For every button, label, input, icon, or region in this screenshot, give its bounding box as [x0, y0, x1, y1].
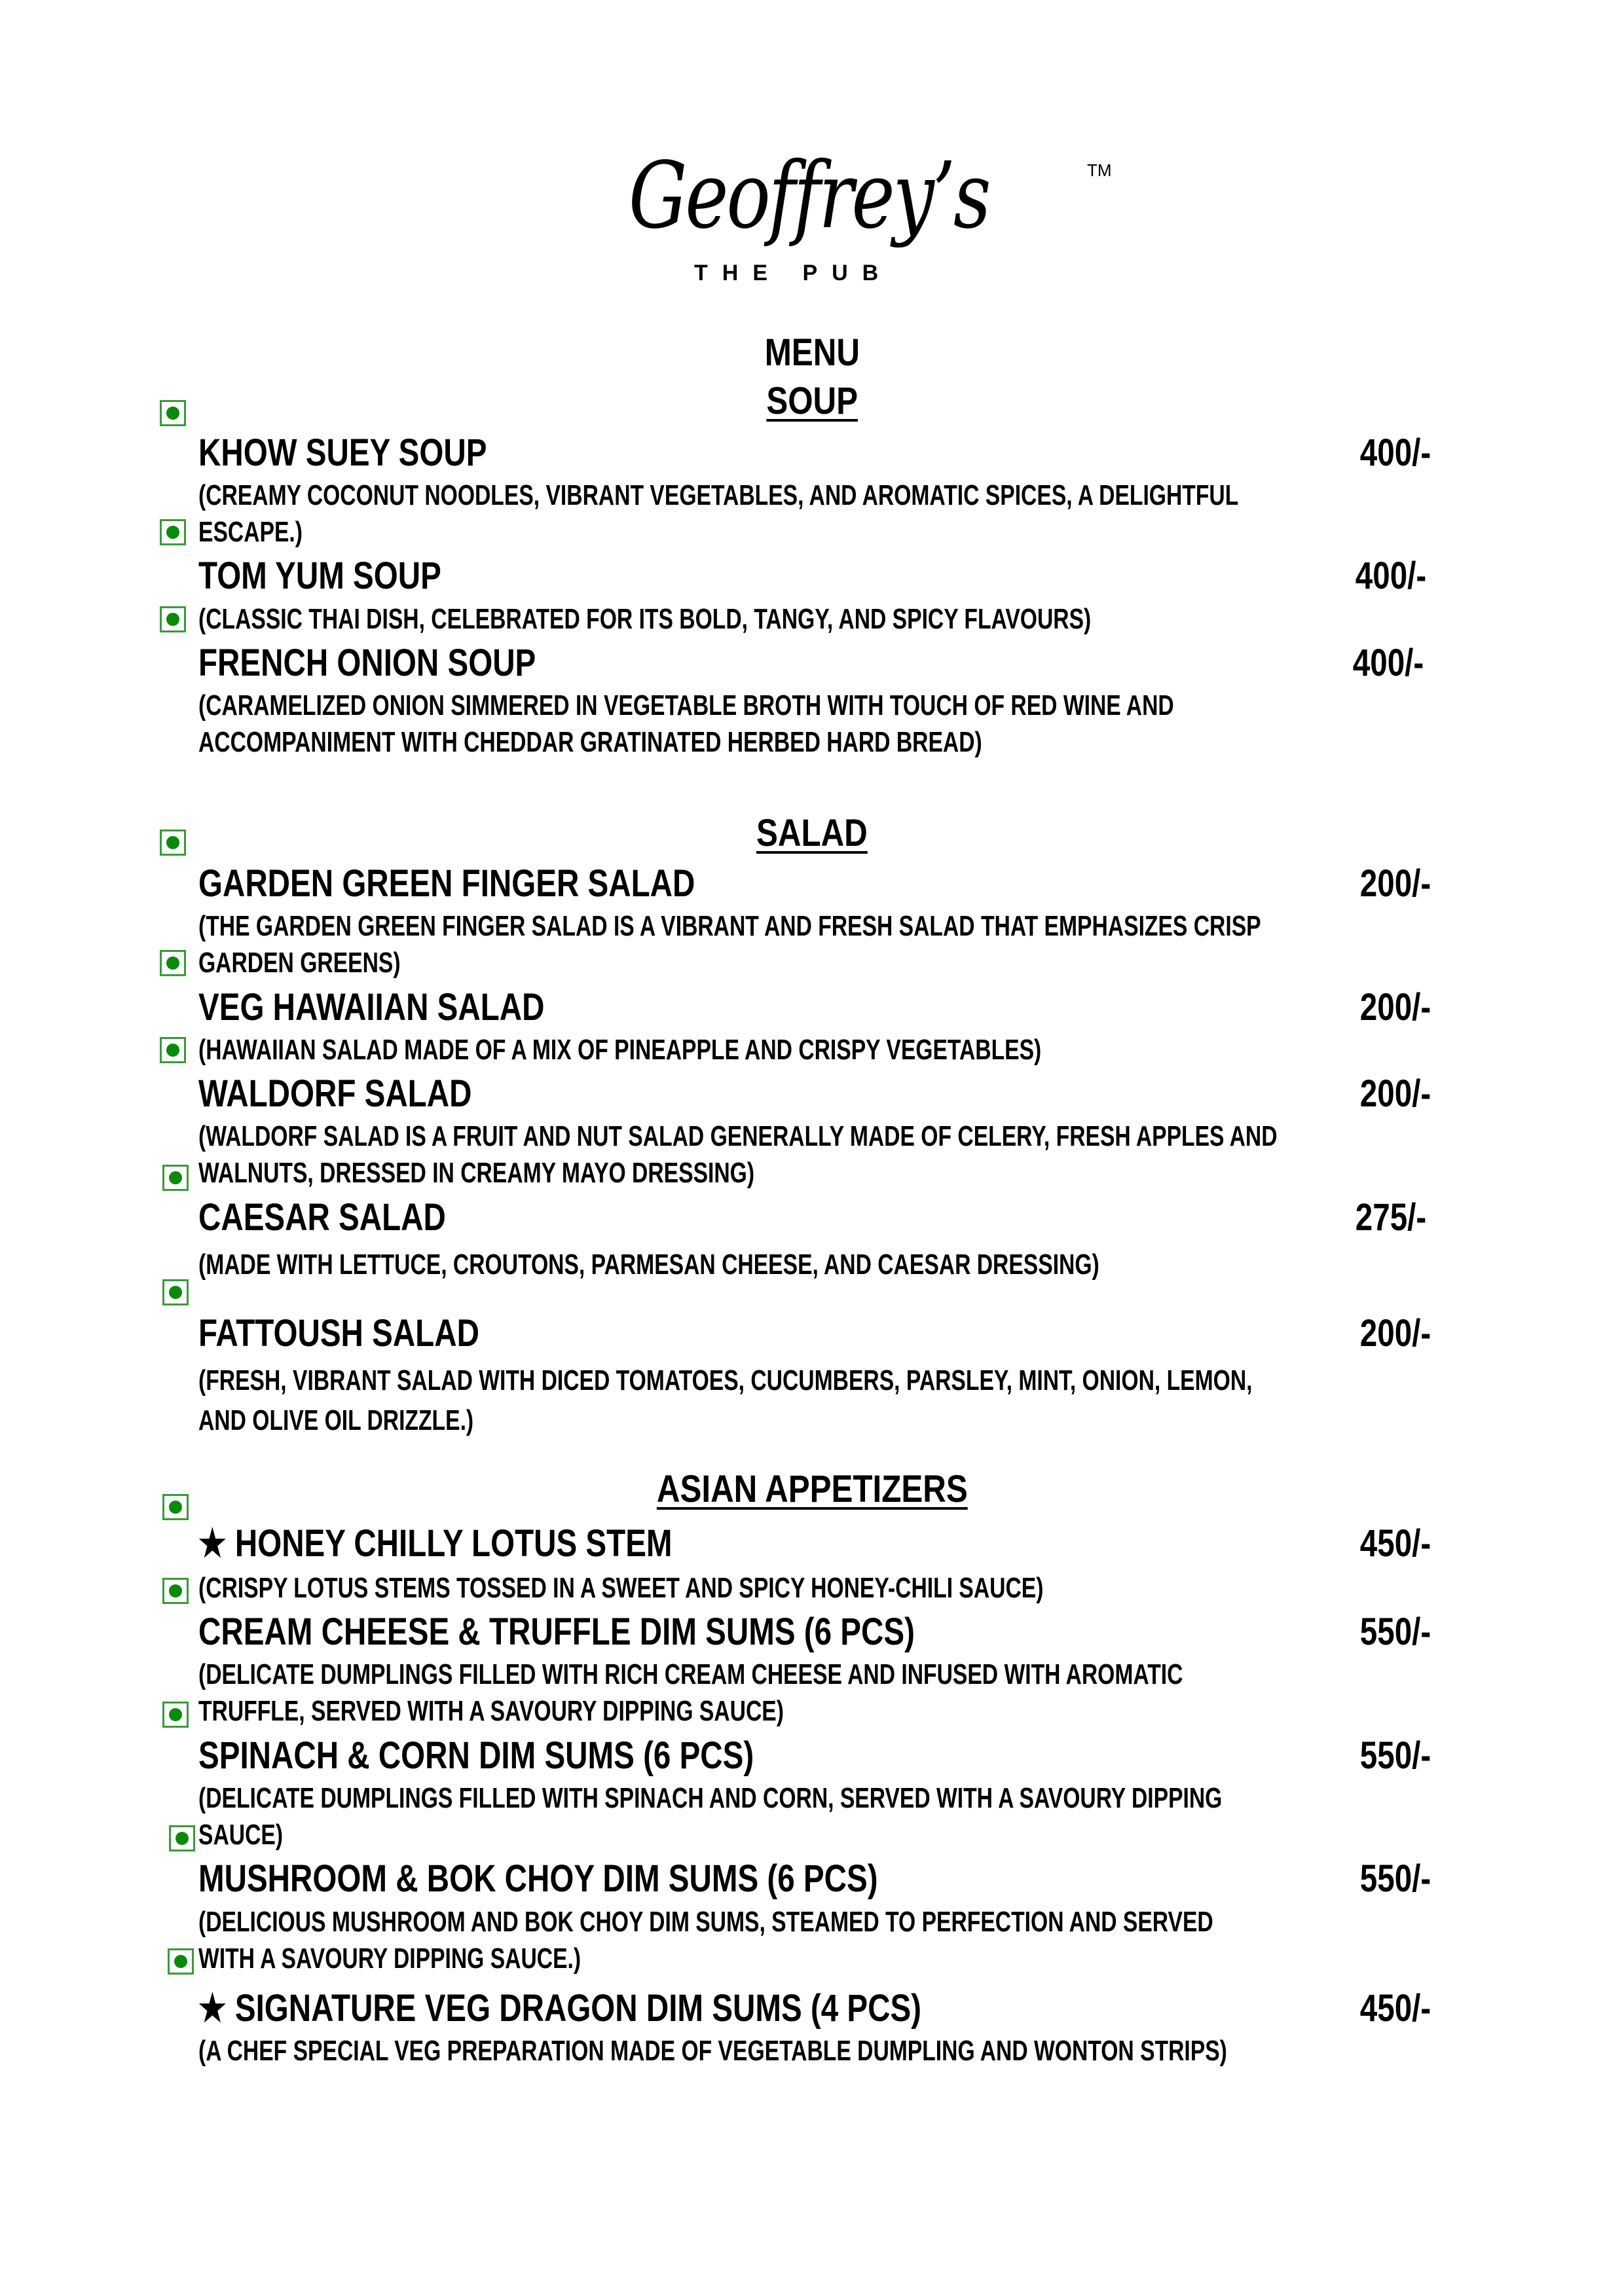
- item-description: WALNUTS, DRESSED IN CREAMY MAYO DRESSING): [198, 1157, 755, 1189]
- item-name: ★ HONEY CHILLY LOTUS STEM: [198, 1522, 673, 1565]
- veg-icon: [162, 1702, 189, 1728]
- item-description: GARDEN GREENS): [198, 947, 401, 979]
- item-price: 550/-: [1359, 1857, 1431, 1900]
- item-price: 400/-: [1355, 555, 1426, 597]
- item-description: (CLASSIC THAI DISH, CELEBRATED FOR ITS BOLD, TANGY, AND SPICY FLAVOURS): [198, 603, 1092, 635]
- item-description: (CARAMELIZED ONION SIMMERED IN VEGETABLE BROTH WITH TOUCH OF RED WINE AND: [198, 689, 1174, 721]
- logo-wordmark: Geoffrey’s: [629, 143, 989, 249]
- item-price: 200/-: [1359, 986, 1431, 1029]
- item-name: MUSHROOM & BOK CHOY DIM SUMS (6 PCS): [198, 1857, 878, 1900]
- item-name: KHOW SUEY SOUP: [198, 431, 487, 474]
- item-name: WALDORF SALAD: [198, 1072, 472, 1115]
- veg-icon: [162, 1279, 189, 1305]
- item-price: 450/-: [1359, 1987, 1431, 2030]
- menu-title: [0, 330, 1624, 376]
- item-name: FRENCH ONION SOUP: [198, 642, 536, 684]
- item-name: TOM YUM SOUP: [198, 555, 441, 597]
- item-price: 200/-: [1359, 1312, 1431, 1355]
- item-description: (DELICATE DUMPLINGS FILLED WITH RICH CREAM CHEESE AND INFUSED WITH AROMATIC: [198, 1658, 1183, 1690]
- section-heading-text: SOUP: [766, 380, 858, 422]
- item-description: SAUCE): [198, 1819, 284, 1851]
- item-name: VEG HAWAIIAN SALAD: [198, 986, 545, 1029]
- veg-icon: [162, 1165, 189, 1191]
- section-heading-text: ASIAN APPETIZERS: [656, 1468, 968, 1510]
- item-description: (DELICIOUS MUSHROOM AND BOK CHOY DIM SUMS, STEAMED TO PERFECTION AND SERVED: [198, 1906, 1213, 1938]
- section-heading-asian-appetizers: [0, 1467, 1624, 1512]
- item-name: ★ SIGNATURE VEG DRAGON DIM SUMS (4 PCS): [198, 1987, 922, 2030]
- logo-trademark: TM: [1087, 160, 1112, 180]
- item-description: (CRISPY LOTUS STEMS TOSSED IN A SWEET AND SPICY HONEY-CHILI SAUCE): [198, 1572, 1044, 1604]
- item-price: 400/-: [1352, 642, 1424, 684]
- logo: [629, 143, 1139, 304]
- veg-icon: [160, 829, 186, 856]
- item-price: 275/-: [1355, 1196, 1426, 1239]
- veg-icon: [160, 400, 186, 426]
- item-name: CREAM CHEESE & TRUFFLE DIM SUMS (6 PCS): [198, 1611, 915, 1653]
- menu-title-text: MENU: [764, 331, 860, 374]
- veg-icon: [162, 1578, 189, 1604]
- veg-icon: [160, 519, 186, 545]
- item-price: 550/-: [1359, 1611, 1431, 1653]
- section-heading-salad: [0, 811, 1624, 856]
- item-description: ESCAPE.): [198, 516, 303, 548]
- veg-icon: [160, 1037, 186, 1063]
- item-description: (A CHEF SPECIAL VEG PREPARATION MADE OF VEGETABLE DUMPLING AND WONTON STRIPS): [198, 2035, 1227, 2067]
- item-description: (THE GARDEN GREEN FINGER SALAD IS A VIBRANT AND FRESH SALAD THAT EMPHASIZES CRISP: [198, 910, 1261, 942]
- veg-icon: [168, 1948, 194, 1975]
- item-price: 450/-: [1359, 1522, 1431, 1565]
- item-price: 200/-: [1359, 1072, 1431, 1115]
- item-description: ACCOMPANIMENT WITH CHEDDAR GRATINATED HERBED HARD BREAD): [198, 726, 982, 758]
- veg-icon: [160, 950, 186, 976]
- item-description: (MADE WITH LETTUCE, CROUTONS, PARMESAN CHEESE, AND CAESAR DRESSING): [198, 1248, 1099, 1281]
- item-name: GARDEN GREEN FINGER SALAD: [198, 862, 695, 905]
- item-name: FATTOUSH SALAD: [198, 1312, 479, 1355]
- item-name: SPINACH & CORN DIM SUMS (6 PCS): [198, 1734, 754, 1777]
- item-description: AND OLIVE OIL DRIZZLE.): [198, 1404, 474, 1436]
- section-heading-soup: [0, 378, 1624, 424]
- item-description: (FRESH, VIBRANT SALAD WITH DICED TOMATOES, CUCUMBERS, PARSLEY, MINT, ONION, LEMON,: [198, 1364, 1253, 1396]
- item-description: TRUFFLE, SERVED WITH A SAVOURY DIPPING SAUCE): [198, 1695, 784, 1727]
- item-description: (WALDORF SALAD IS A FRUIT AND NUT SALAD GENERALLY MADE OF CELERY, FRESH APPLES AND: [198, 1120, 1278, 1152]
- veg-icon: [169, 1825, 195, 1851]
- item-price: 400/-: [1359, 431, 1431, 474]
- section-heading-text: SALAD: [756, 812, 868, 854]
- item-name: CAESAR SALAD: [198, 1196, 446, 1239]
- veg-icon: [162, 1494, 189, 1520]
- item-description: WITH A SAVOURY DIPPING SAUCE.): [198, 1942, 581, 1975]
- logo-subtitle: THE PUB: [694, 261, 893, 285]
- item-description: (HAWAIIAN SALAD MADE OF A MIX OF PINEAPPLE AND CRISPY VEGETABLES): [198, 1034, 1042, 1066]
- item-description: (CREAMY COCONUT NOODLES, VIBRANT VEGETABLES, AND AROMATIC SPICES, A DELIGHTFUL: [198, 479, 1239, 511]
- item-price: 200/-: [1359, 862, 1431, 905]
- veg-icon: [160, 606, 186, 632]
- item-description: (DELICATE DUMPLINGS FILLED WITH SPINACH AND CORN, SERVED WITH A SAVOURY DIPPING: [198, 1782, 1223, 1814]
- item-price: 550/-: [1359, 1734, 1431, 1777]
